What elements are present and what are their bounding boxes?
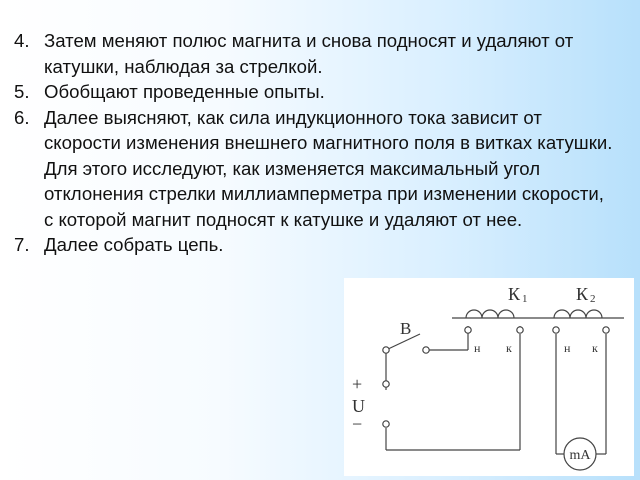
source-minus-terminal: [383, 421, 389, 427]
coil1-start-terminal: [465, 327, 471, 333]
coil2-start-terminal: [553, 327, 559, 333]
steps-list: [14, 28, 614, 258]
step-text: Затем меняют полюс магнита и снова подносят и удаляют от катушки, наблюдая за стрелкой.: [44, 30, 574, 77]
step-text: Далее выясняют, как сила индукционного тока зависит от скорости изменения внешнего магнитного поля в витках катушки. Для этого исследуют, как изменяется максимальный угол отклонения стрелки миллиамперметра при изменении скорости, с которой магнит подносят к катушке и удаляют от нее.: [44, 106, 613, 230]
switch-terminal: [423, 347, 429, 353]
step-text: Обобщают проведенные опыты.: [44, 81, 325, 102]
coil2-end-label: к: [592, 341, 598, 355]
coil1-label: К: [508, 284, 521, 304]
switch-label: В: [400, 319, 412, 338]
minus-sign: −: [352, 414, 363, 434]
circuit-svg: [344, 278, 634, 476]
coil2-symbol: [554, 310, 602, 318]
step-item: [14, 28, 614, 79]
coil1-end-terminal: [517, 327, 523, 333]
step-item: [14, 232, 614, 258]
coil1-end-label: к: [506, 341, 512, 355]
coil2-label: К: [576, 284, 589, 304]
coil1-start-label: н: [474, 341, 481, 355]
step-item: [14, 105, 614, 233]
step-number: 6.: [14, 106, 30, 128]
coil2-start-label: н: [564, 341, 571, 355]
voltage-label: U: [352, 396, 365, 416]
source-plus-terminal: [383, 381, 389, 387]
plus-sign: +: [352, 374, 363, 394]
coil2-index: 2: [590, 293, 596, 305]
step-number: 5.: [14, 81, 30, 102]
coil1-symbol: [466, 310, 514, 318]
step-item: [14, 79, 614, 105]
switch-terminal: [383, 347, 389, 353]
circuit-diagram: [344, 278, 634, 476]
meter-label: mA: [569, 448, 591, 463]
coil2-end-terminal: [603, 327, 609, 333]
step-number: 7.: [14, 234, 30, 255]
step-number: 4.: [14, 30, 30, 51]
step-text: Далее собрать цепь.: [44, 234, 224, 255]
coil1-index: 1: [522, 293, 528, 305]
